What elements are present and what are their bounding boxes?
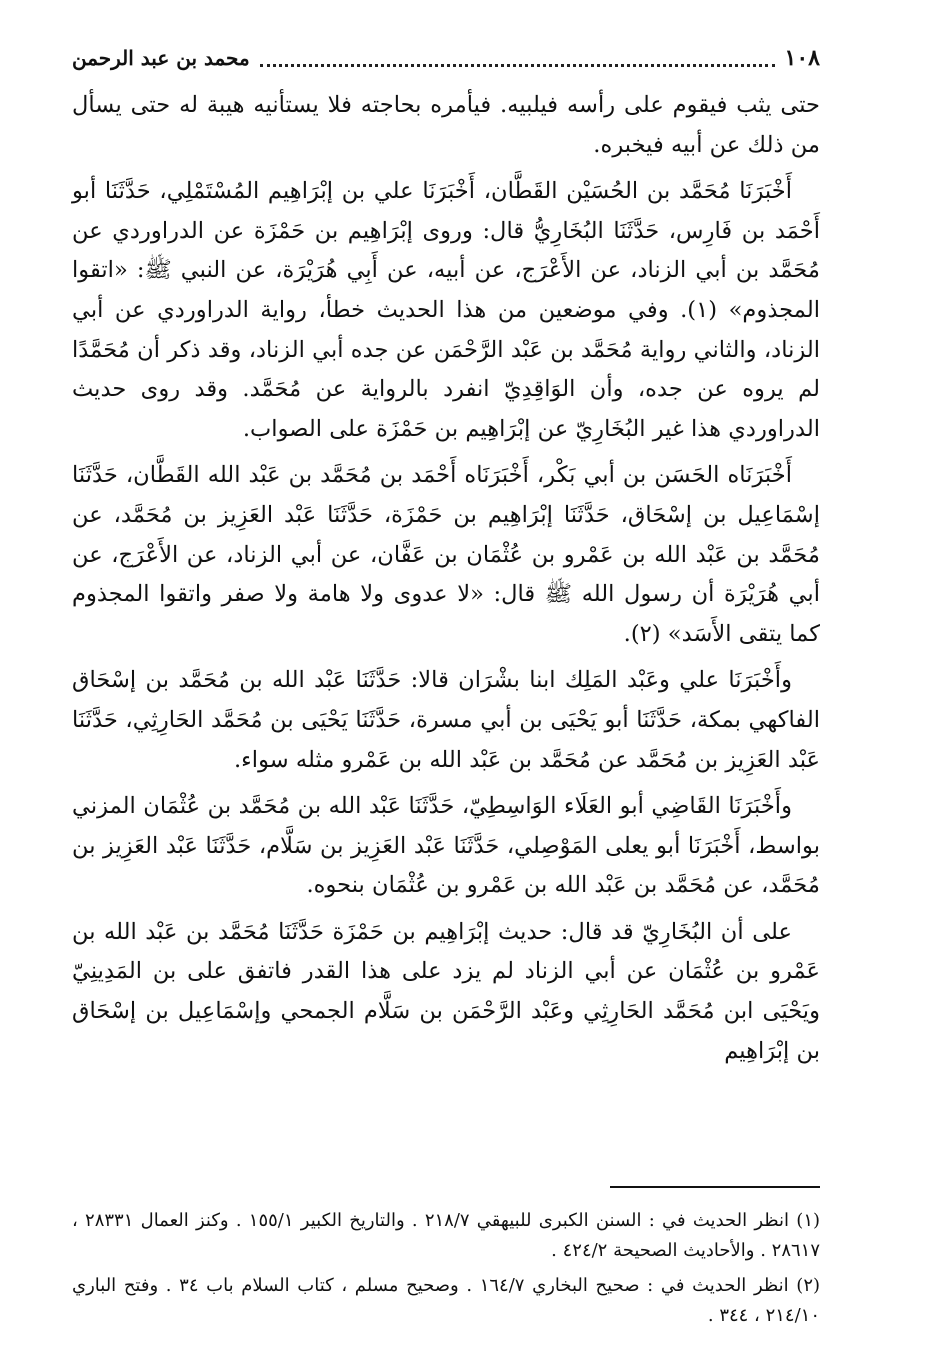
paragraph: أَخْبَرَنَا مُحَمَّد بن الحُسَيْن القَطَّان، أَخْبَرَنَا علي بن إبْرَاهِيم المُسْتَمْلِي، حَدَّثَنَا أبو أَحْمَد بن فَارِس، حَدَّثَنَا البُخَارِيُّ قال: وروى إبْرَاهِيم بن حَمْزَة عن الدراوردي عن مُحَمَّد بن أبي الزناد، عن الأَعْرَج، عن أبيه، عن أَبِي هُرَيْرَة، عن النبي ﷺ: «اتقوا المجذوم» (١). وفي موضعين من هذا الحديث خطأ، رواية الدراوردي عن أبي الزناد، والثاني رواية مُحَمَّد بن عَبْد الرَّحْمَن عن جده أبي الزناد، وقد ذكر أن مُحَمَّدًا لم يروه عن جده، وأن الوَاقِدِيّ انفرد بالرواية عن مُحَمَّد. وقد روى حديث الدراوردي هذا غير البُخَارِيّ عن إبْرَاهِيم بن حَمْزَة على الصواب. (72, 178, 820, 442)
footnotes (72, 1206, 820, 1336)
header-leader-dots (260, 64, 775, 67)
paragraph: وأَخْبَرَنَا علي وعَبْد المَلِك ابنا بشْرَان قالا: حَدَّثَنَا عَبْد الله بن مُحَمَّد بن إسْحَاق الفاكهي بمكة، حَدَّثَنَا أبو يَحْيَى بن أبي مسرة، حَدَّثَنَا يَحْيَى بن مُحَمَّد الحَارِثِي، حَدَّثَنَا عَبْد العَزِيز بن مُحَمَّد عن مُحَمَّد بن عَبْد الله بن عَمْرو مثله سواء. (72, 667, 820, 773)
paragraph: وأَخْبَرَنَا القَاضِي أبو العَلَاء الوَاسِطِيّ، حَدَّثَنَا عَبْد الله بن مُحَمَّد بن عُثْمَان المزني بواسط، أَخْبَرَنَا أبو يعلى المَوْصِلي، حَدَّثَنَا عَبْد العَزِيز بن سَلَّام، حَدَّثَنَا عَبْد العَزِيز بن مُحَمَّد، عن مُحَمَّد بن عَبْد الله بن عَمْرو بن عُثْمَان بنحوه. (72, 793, 820, 899)
running-title: محمد بن عبد الرحمن (72, 46, 250, 70)
paragraph: على أن البُخَارِيّ قد قال: حديث إبْرَاهِيم بن حَمْزَة حَدَّثَنَا مُحَمَّد بن عَبْد الله بن عَمْرو بن عُثْمَان عن أبي الزناد لم يزد على هذا القدر فاتفق على بن المَدِينِيّ ويَحْيَى ابن مُحَمَّد الحَارِثِي وعَبْد الرَّحْمَن بن سَلَّام الجمحي وإسْمَاعِيل بن إسْحَاق بن إبْرَاهِيم (72, 918, 820, 1064)
paragraph: حتى يثب فيقوم على رأسه فيلبيه. فيأمره بحاجته فلا يستأنيه هيبة له حتى يسأل من ذلك عن أبيه فيخبره. (72, 92, 820, 158)
page-number: ١٠٨ (784, 45, 820, 71)
footnote: (١) انظر الحديث في : السنن الكبرى للبيهقي ٢١٨/٧ . والتاريخ الكبير ١٥٥/١ . وكنز العمال ٢٨٣٣١ ، ٢٨٦١٧ . والأحاديث الصحيحة ٤٢٤/٢ . (72, 1210, 821, 1261)
footnote-separator (610, 1186, 820, 1188)
footnote: (٢) انظر الحديث في : صحيح البخاري ١٦٤/٧ . وصحيح مسلم ، كتاب السلام باب ٣٤ . وفتح الباري ٢١٤/١٠ ، ٣٤٤ . (72, 1275, 821, 1326)
paragraph: أَخْبَرَنَاه الحَسَن بن أبي بَكْر، أَخْبَرَنَاه أَحْمَد بن مُحَمَّد بن عَبْد الله القَطَّان، حَدَّثَنَا إسْمَاعِيل بن إسْحَاق، حَدَّثَنَا إبْرَاهِيم بن حَمْزَة، حَدَّثَنَا عَبْد العَزِيز بن مُحَمَّد، عن مُحَمَّد بن عَبْد الله بن عَمْرو بن عُثْمَان بن عَفَّان، عن أبي الزناد، عن الأَعْرَج، عن أبي هُرَيْرَة أن رسول الله ﷺ قال: «لا عدوى ولا هامة ولا صفر واتقوا المجذوم كما يتقى الأَسَد» (٢). (72, 462, 820, 647)
main-text (72, 86, 820, 1078)
running-header (72, 38, 820, 78)
